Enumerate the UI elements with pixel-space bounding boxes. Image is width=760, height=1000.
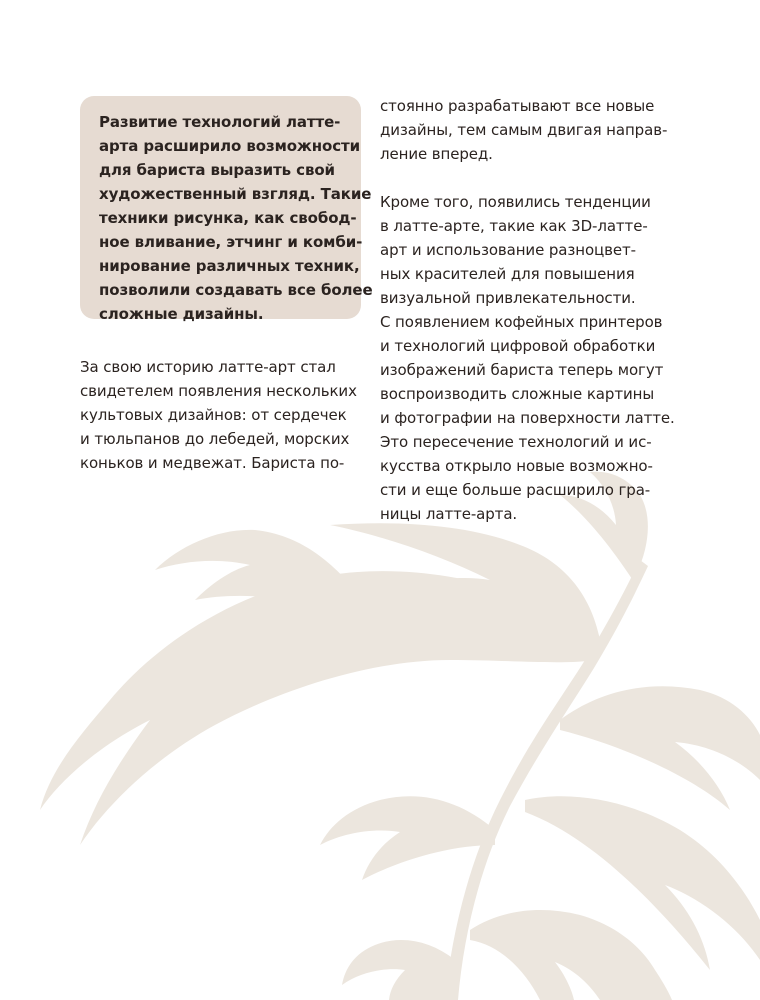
body-line: арт и использование разноцвет- — [380, 241, 636, 259]
callout-line: нирование различных техник, — [99, 257, 360, 275]
callout-line: арта расширило возможности — [99, 137, 361, 155]
ornament-leaf-bottom-right — [470, 910, 672, 1000]
body-line: изображений бариста теперь могут — [380, 361, 664, 379]
callout-line: Развитие технологий латте- — [99, 113, 341, 131]
body-line: и фотографии на поверхности латте. — [380, 409, 675, 427]
body-line: стоянно разрабатывают все новые — [380, 97, 655, 115]
body-line: С появлением кофейных принтеров — [380, 313, 663, 331]
body-line: сти и еще больше расширило гра- — [380, 481, 651, 499]
body-line: Кроме того, появились тенденции — [380, 193, 651, 211]
body-line: в латте-арте, такие как 3D-латте- — [380, 217, 648, 235]
ornament-leaf-right-mid — [560, 686, 760, 810]
body-line: культовых дизайнов: от сердечек — [80, 406, 347, 424]
left-column-paragraph — [80, 355, 370, 475]
body-line: ных красителей для повышения — [380, 265, 635, 283]
right-column-paragraph-2 — [380, 190, 680, 526]
callout-line: сложные дизайны. — [99, 305, 264, 323]
ornament-leaf-low-left — [320, 796, 495, 880]
callout-line: позволили создавать все более — [99, 281, 373, 299]
callout-line: техники рисунка, как свобод- — [99, 209, 357, 227]
right-column — [380, 94, 680, 526]
body-line: ление вперед. — [380, 145, 493, 163]
callout-text — [99, 110, 373, 326]
body-line: коньков и медвежат. Бариста по- — [80, 454, 345, 472]
body-line: ницы латте-арта. — [380, 505, 518, 523]
body-line: За свою историю латте-арт стал — [80, 358, 336, 376]
body-line: и тюльпанов до лебедей, морских — [80, 430, 350, 448]
highlight-callout-box — [80, 96, 373, 323]
body-line: и технологий цифровой обработки — [380, 337, 656, 355]
right-column-paragraph-1 — [380, 94, 680, 166]
body-line: Это пересечение технологий и ис- — [380, 433, 652, 451]
body-line: визуальной привлекательности. — [380, 289, 636, 307]
callout-line: ное вливание, этчинг и комби- — [99, 233, 363, 251]
callout-line: художественный взгляд. Такие — [99, 185, 372, 203]
callout-line: для бариста выразить свой — [99, 161, 335, 179]
body-line: кусства открыло новые возможно- — [380, 457, 653, 475]
body-line: воспроизводить сложные картины — [380, 385, 655, 403]
body-line: дизайны, тем самым двигая направ- — [380, 121, 668, 139]
ornament-leaf-bottom-left — [342, 940, 455, 1000]
body-line: свидетелем появления нескольких — [80, 382, 357, 400]
